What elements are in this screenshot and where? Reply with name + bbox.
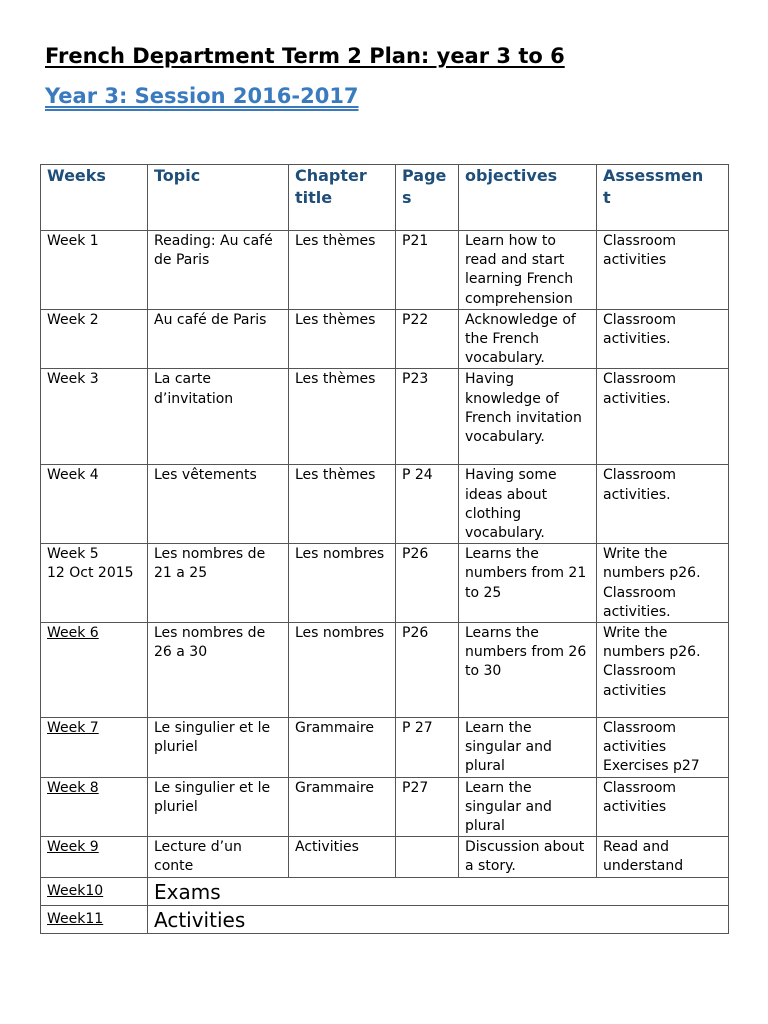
table-row [41,369,729,465]
column-header-chapter-title: Chapter title [289,165,396,231]
week-cell: Week 7 [41,718,148,778]
objectives-cell: Having some ideas about clothing vocabulary. [459,465,597,544]
week-cell: Week 1 [41,231,148,310]
week-cell: Week11 [41,905,148,933]
table-row-exams [41,877,729,905]
chapter-cell: Les thèmes [289,465,396,544]
week-cell: Week 6 [41,623,148,718]
week-cell: Week 5 12 Oct 2015 [41,544,148,623]
objectives-cell: Learn how to read and start learning French comprehension [459,231,597,310]
chapter-cell: Grammaire [289,777,396,837]
column-header-pages: Page s [396,165,459,231]
column-header-assessment: Assessmen t [597,165,729,231]
objectives-cell: Learn the singular and plural [459,718,597,778]
pages-cell: P 24 [396,465,459,544]
table-row [41,309,729,369]
column-header-weeks: Weeks [41,165,148,231]
topic-cell: Le singulier et le pluriel [148,777,289,837]
chapter-cell: Les nombres [289,623,396,718]
table-row [41,623,729,718]
assessment-cell: Classroom activities. [597,369,729,465]
pages-cell: P27 [396,777,459,837]
chapter-cell: Grammaire [289,718,396,778]
term-plan-table [40,164,729,934]
chapter-cell: Les nombres [289,544,396,623]
table-row [41,231,729,310]
table-header-row [41,165,729,231]
topic-cell: Les nombres de 26 a 30 [148,623,289,718]
objectives-cell: Acknowledge of the French vocabulary. [459,309,597,369]
week-cell: Week 3 [41,369,148,465]
topic-cell: Les nombres de 21 a 25 [148,544,289,623]
pages-cell: P26 [396,623,459,718]
assessment-cell: Classroom activities. [597,309,729,369]
week-cell: Week 9 [41,837,148,877]
assessment-cell: Write the numbers p26. Classroom activities. [597,544,729,623]
table-row [41,465,729,544]
assessment-cell: Read and understand [597,837,729,877]
week-cell: Week10 [41,877,148,905]
assessment-cell: Write the numbers p26. Classroom activities [597,623,729,718]
table-row [41,777,729,837]
activities-cell: Activities [148,905,729,933]
topic-cell: Lecture d’un conte [148,837,289,877]
objectives-cell: Learns the numbers from 26 to 30 [459,623,597,718]
week-cell: Week 2 [41,309,148,369]
topic-cell: La carte d’invitation [148,369,289,465]
topic-cell: Le singulier et le pluriel [148,718,289,778]
exams-cell: Exams [148,877,729,905]
chapter-cell: Les thèmes [289,309,396,369]
week-cell: Week 4 [41,465,148,544]
table-row [41,544,729,623]
assessment-cell: Classroom activities. [597,465,729,544]
assessment-cell: Classroom activities [597,777,729,837]
pages-cell: P 27 [396,718,459,778]
chapter-cell: Activities [289,837,396,877]
assessment-cell: Classroom activities [597,231,729,310]
chapter-cell: Les thèmes [289,231,396,310]
pages-cell [396,837,459,877]
topic-cell: Au café de Paris [148,309,289,369]
chapter-cell: Les thèmes [289,369,396,465]
table-row-activities [41,905,729,933]
objectives-cell: Learn the singular and plural [459,777,597,837]
objectives-cell: Having knowledge of French invitation vocabulary. [459,369,597,465]
topic-cell: Reading: Au café de Paris [148,231,289,310]
week-cell: Week 8 [41,777,148,837]
objectives-cell: Learns the numbers from 21 to 25 [459,544,597,623]
table-row [41,718,729,778]
table-row [41,837,729,877]
pages-cell: P21 [396,231,459,310]
assessment-cell: Classroom activities Exercises p27 [597,718,729,778]
objectives-cell: Discussion about a story. [459,837,597,877]
page-title: French Department Term 2 Plan: year 3 to 6 [45,44,565,68]
column-header-topic: Topic [148,165,289,231]
session-subtitle: Year 3: Session 2016-2017 [45,84,359,108]
topic-cell: Les vêtements [148,465,289,544]
pages-cell: P23 [396,369,459,465]
pages-cell: P22 [396,309,459,369]
column-header-objectives: objectives [459,165,597,231]
pages-cell: P26 [396,544,459,623]
